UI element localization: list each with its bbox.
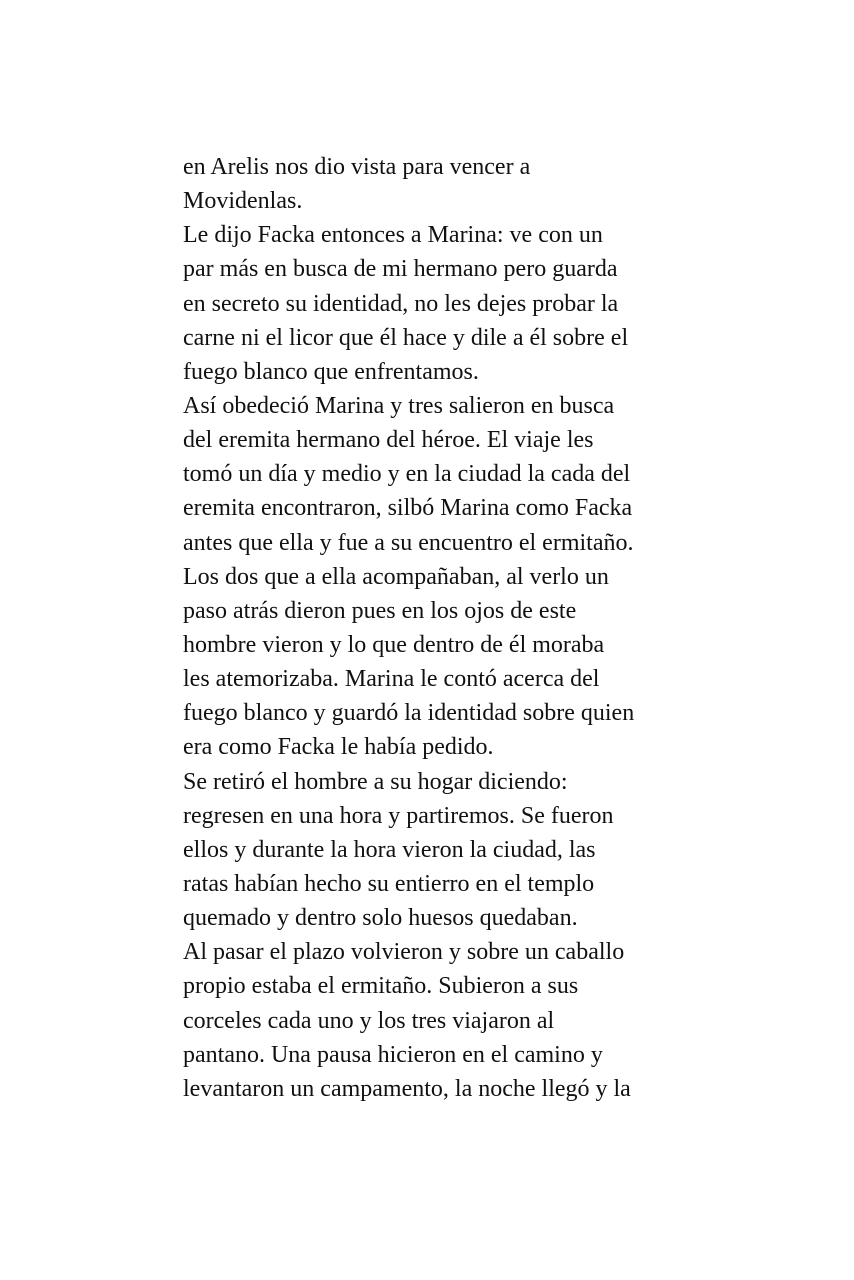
text-line: Así obedeció Marina y tres salieron en busca xyxy=(183,392,615,419)
text-line: Le dijo Facka entonces a Marina: ve con un xyxy=(183,222,603,249)
text-line: propio estaba el ermitaño. Subieron a sus xyxy=(183,973,579,1000)
text-line: par más en busca de mi hermano pero guarda xyxy=(183,256,618,283)
text-line: pantano. Una pausa hicieron en el camino y xyxy=(183,1041,603,1068)
text-line: tomó un día y medio y en la ciudad la cada del xyxy=(183,461,631,488)
text-line: era como Facka le había pedido. xyxy=(183,734,494,761)
text-line: quemado y dentro solo huesos quedaban. xyxy=(183,905,578,932)
text-line: corceles cada uno y los tres viajaron al xyxy=(183,1007,555,1034)
text-line: del eremita hermano del héroe. El viaje les xyxy=(183,427,594,454)
text-line: Se retiró el hombre a su hogar diciendo: xyxy=(183,768,568,795)
text-line: carne ni el licor que él hace y dile a él sobre el xyxy=(183,324,629,351)
text-line: Al pasar el plazo volvieron y sobre un caballo xyxy=(183,939,625,966)
text-line: ellos y durante la hora vieron la ciudad, las xyxy=(183,836,596,863)
text-line: paso atrás dieron pues en los ojos de este xyxy=(183,597,577,624)
text-line: eremita encontraron, silbó Marina como Facka xyxy=(183,495,633,522)
text-line: antes que ella y fue a su encuentro el ermitaño. xyxy=(183,529,634,556)
text-line: levantaron un campamento, la noche llegó y la xyxy=(183,1075,631,1102)
text-line: regresen en una hora y partiremos. Se fueron xyxy=(183,802,614,829)
text-line: en Arelis nos dio vista para vencer a xyxy=(183,154,531,180)
text-line: en secreto su identidad, no les dejes probar la xyxy=(183,290,619,317)
text-line: hombre vieron y lo que dentro de él moraba xyxy=(183,631,605,658)
text-line: fuego blanco que enfrentamos. xyxy=(183,358,479,385)
text-line: Movidenlas. xyxy=(183,188,303,215)
body-text xyxy=(183,150,683,1106)
text-line: Los dos que a ella acompañaban, al verlo un xyxy=(183,563,609,590)
text-line: fuego blanco y guardó la identidad sobre quien xyxy=(183,700,635,727)
text-line: les atemorizaba. Marina le contó acerca del xyxy=(183,666,600,693)
text-line: ratas habían hecho su entierro en el templo xyxy=(183,870,595,897)
